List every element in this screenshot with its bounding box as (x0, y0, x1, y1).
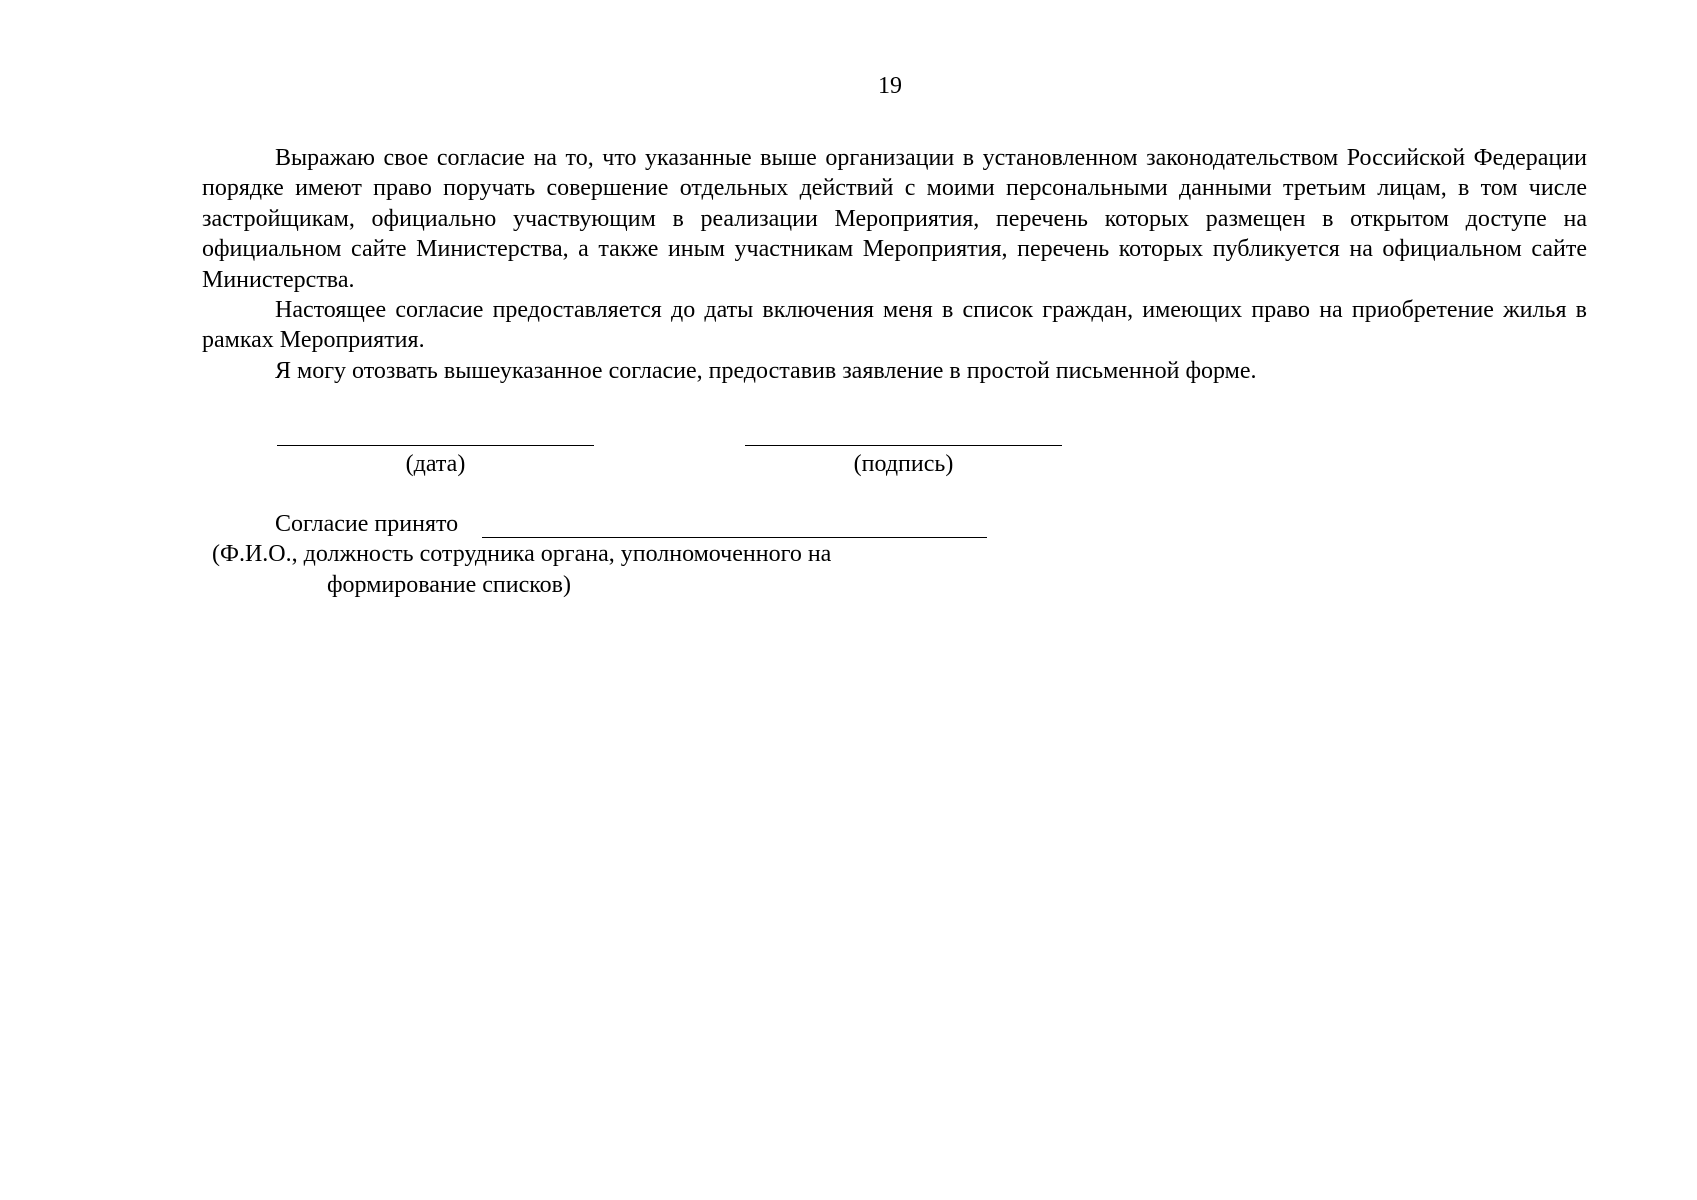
consent-paragraph-delegation: Выражаю свое согласие на то, что указанные выше организации в установленном законодательством Российской Федерации порядке имеют право поручать совершение отдельных действий с моими персональными данными третьим лицам, в том числе застройщикам, официально участвующим в реализации Мероприятия, перечень которых размещен в открытом доступе на официальном сайте Министерства, а также иным участникам Мероприятия, перечень которых публикуется на официальном сайте Министерства. (202, 145, 1587, 293)
acceptance-caption (212, 539, 912, 600)
acceptance-caption-line2: формирование списков) (327, 571, 571, 598)
signature-line (745, 445, 1062, 446)
acceptance-line (482, 537, 987, 538)
date-line (277, 445, 594, 446)
acceptance-label: Согласие принято (275, 511, 459, 537)
acceptance-caption-line1: (Ф.И.О., должность сотрудника органа, уполномоченного на (212, 541, 832, 567)
consent-body (202, 143, 1587, 386)
date-caption: (дата) (405, 451, 466, 477)
signature-caption: (подпись) (853, 451, 954, 477)
consent-paragraph-revocation: Я могу отозвать вышеуказанное согласие, предоставив заявление в простой письменной форме. (275, 357, 1257, 384)
consent-paragraph-validity: Настоящее согласие предоставляется до даты включения меня в список граждан, имеющих право на приобретение жилья в рамках Мероприятия. (202, 297, 1587, 354)
page-number: 19 (878, 73, 902, 99)
